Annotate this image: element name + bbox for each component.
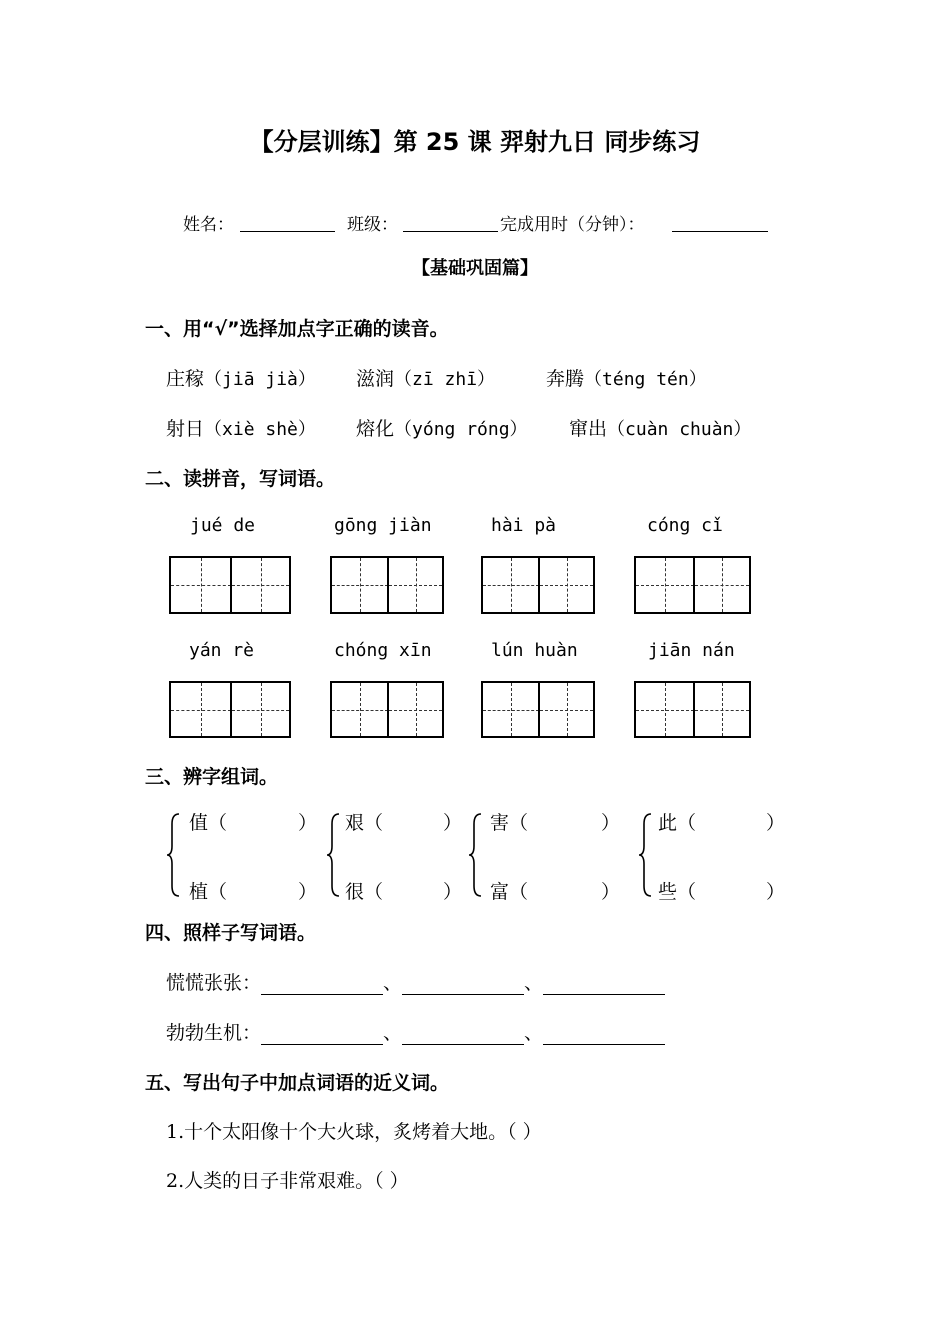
pinyin-label: jiān nán [648,640,735,661]
pronunciation-item: 窜出（cuàn chuàn） [569,418,752,440]
writing-grid[interactable] [169,556,291,614]
class-label: 班级： [347,215,398,235]
time-label: 完成用时（分钟）： [500,215,645,235]
answer-blank[interactable] [261,1024,383,1045]
section2-heading: 二、读拼音，写词语。 [145,468,336,490]
pattern-row: 勃勃生机： 、 、 [166,1018,665,1045]
answer-blank[interactable] [402,974,524,995]
close-paren: ） [601,812,621,834]
pattern-row: 慌慌张张： 、 、 [166,968,665,995]
brace-icon [468,812,484,898]
char-word-top: 害（ [490,812,529,834]
pronunciation-item: 庄稼（jiā jià） [166,368,316,390]
name-label: 姓名： [183,215,234,235]
close-paren: ） [443,812,463,834]
writing-grid[interactable] [634,681,751,738]
char-word-bottom: 富（ [490,881,529,903]
section1-heading: 一、用“√”选择加点字正确的读音。 [145,318,449,340]
writing-grid[interactable] [330,681,444,738]
char-word-top: 值（ [189,812,228,834]
class-blank[interactable] [403,213,498,232]
pinyin-label: gōng jiàn [334,515,432,536]
char-word-bottom: 些（ [658,881,697,903]
section4-heading: 四、照样子写词语。 [145,922,317,944]
name-blank[interactable] [240,213,335,232]
close-paren: ） [601,881,621,903]
pronunciation-item: 射日（xiè shè） [166,418,316,440]
answer-blank[interactable] [402,1024,524,1045]
pronunciation-item: 熔化（yóng róng） [356,418,528,440]
pinyin-label: yán rè [189,640,255,661]
pinyin-label: hài pà [491,515,557,536]
page-title: 【分层训练】第 25 课 羿射九日 同步练习 [249,128,701,156]
pronunciation-item: 奔腾（téng tén） [546,368,707,390]
close-paren: ） [443,881,463,903]
pronunciation-item: 滋润（zī zhī） [356,368,496,390]
answer-blank[interactable] [543,1024,665,1045]
char-word-bottom: 很（ [345,881,384,903]
char-word-bottom: 植（ [189,881,228,903]
writing-grid[interactable] [330,556,444,614]
brace-icon [326,812,342,898]
section3-heading: 三、辨字组词。 [145,766,279,788]
answer-blank[interactable] [543,974,665,995]
question-2: 2.人类的日子非常艰难。（ ） [166,1170,409,1192]
writing-grid[interactable] [481,681,595,738]
brace-icon [166,812,182,898]
pinyin-label: chóng xīn [334,640,432,661]
pinyin-label: lún huàn [491,640,578,661]
close-paren: ） [766,812,786,834]
brace-icon [638,812,654,898]
pinyin-label: jué de [190,515,256,536]
pinyin-label: cóng cǐ [647,515,723,536]
char-word-top: 艰（ [345,812,384,834]
section5-heading: 五、写出句子中加点词语的近义词。 [145,1072,450,1094]
answer-blank[interactable] [261,974,383,995]
char-word-top: 此（ [658,812,697,834]
writing-grid[interactable] [634,556,751,614]
close-paren: ） [298,812,318,834]
question-1: 1.十个太阳像十个大火球，炙烤着大地。（ ） [166,1121,542,1143]
close-paren: ） [298,881,318,903]
writing-grid[interactable] [481,556,595,614]
close-paren: ） [766,881,786,903]
time-blank[interactable] [672,213,768,232]
writing-grid[interactable] [169,681,291,738]
part-title: 【基础巩固篇】 [412,258,538,279]
